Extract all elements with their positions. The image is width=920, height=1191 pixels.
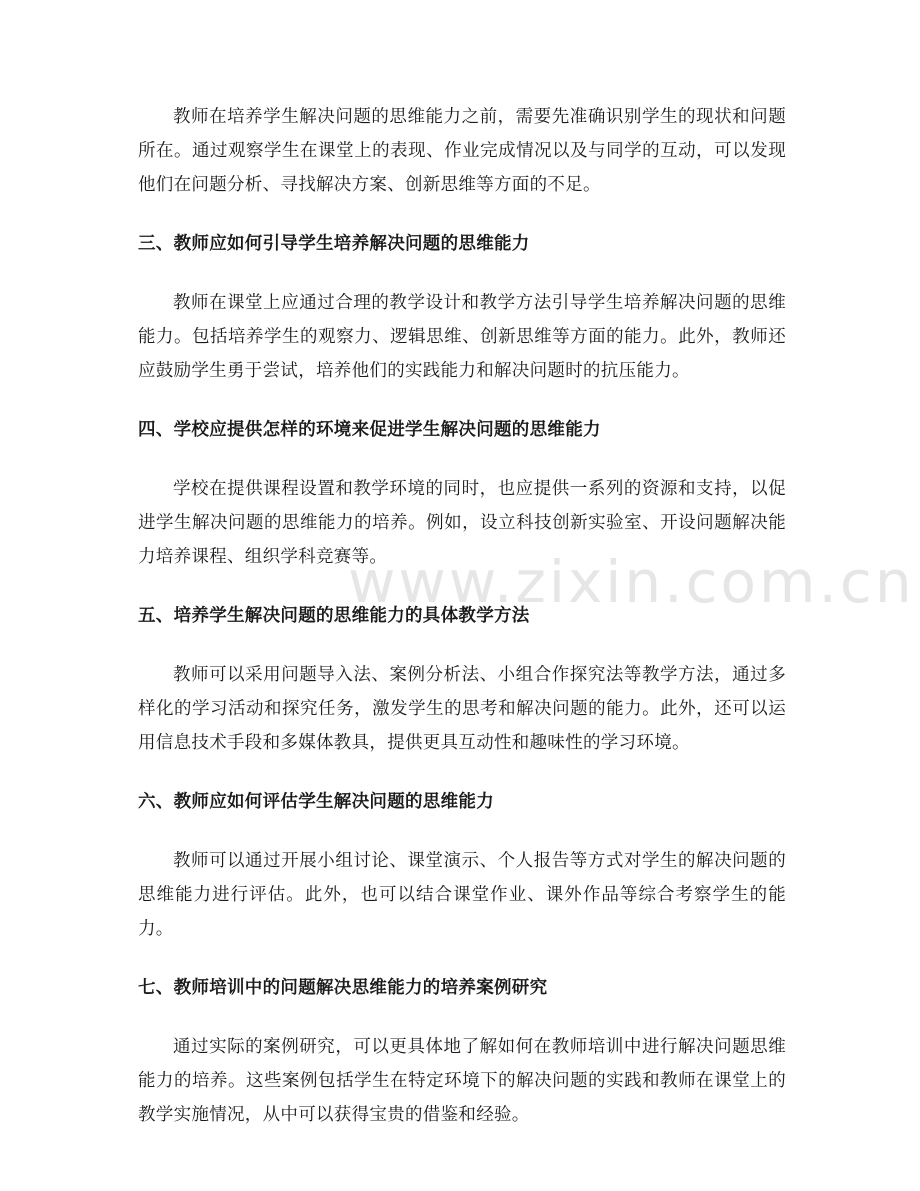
paragraph-intro: 教师在培养学生解决问题的思维能力之前，需要先准确识别学生的现状和问题所在。通过观察学生在课堂上的表现、作业完成情况以及与同学的互动，可以发现他们在问题分析、寻找解决方案、创新思维等方面的不足。 <box>138 107 786 195</box>
paragraph-section-7: 通过实际的案例研究，可以更具体地了解如何在教师培训中进行解决问题思维能力的培养。这些案例包括学生在特定环境下的解决问题的实践和教师在课堂上的教学实施情况，从中可以获得宝贵的借鉴和经验。 <box>138 1037 786 1125</box>
section-heading-7: 七、教师培训中的问题解决思维能力的培养案例研究 <box>138 978 548 998</box>
paragraph-section-5: 教师可以采用问题导入法、案例分析法、小组合作探究法等教学方法，通过多样化的学习活动和探究任务，激发学生的思考和解决问题的能力。此外，还可以运用信息技术手段和多媒体教具，提供更具互动性和趣味性的学习环境。 <box>138 665 786 753</box>
paragraph-section-4: 学校在提供课程设置和教学环境的同时，也应提供一系列的资源和支持，以促进学生解决问题的思维能力的培养。例如，设立科技创新实验室、开设问题解决能力培养课程、组织学科竞赛等。 <box>138 479 786 567</box>
watermark: www.zixin.com.cn <box>348 548 915 616</box>
paragraph-section-3: 教师在课堂上应通过合理的教学设计和教学方法引导学生培养解决问题的思维能力。包括培养学生的观察力、逻辑思维、创新思维等方面的能力。此外，教师还应鼓励学生勇于尝试，培养他们的实践能力和解决问题时的抗压能力。 <box>138 293 786 381</box>
section-heading-6: 六、教师应如何评估学生解决问题的思维能力 <box>138 792 494 812</box>
section-heading-4: 四、学校应提供怎样的环境来促进学生解决问题的思维能力 <box>138 420 601 440</box>
section-heading-5: 五、培养学生解决问题的思维能力的具体教学方法 <box>138 606 530 626</box>
section-heading-3: 三、教师应如何引导学生培养解决问题的思维能力 <box>138 234 530 254</box>
document-body <box>138 100 786 1132</box>
paragraph-section-6: 教师可以通过开展小组讨论、课堂演示、个人报告等方式对学生的解决问题的思维能力进行评估。此外，也可以结合课堂作业、课外作品等综合考察学生的能力。 <box>138 851 786 939</box>
